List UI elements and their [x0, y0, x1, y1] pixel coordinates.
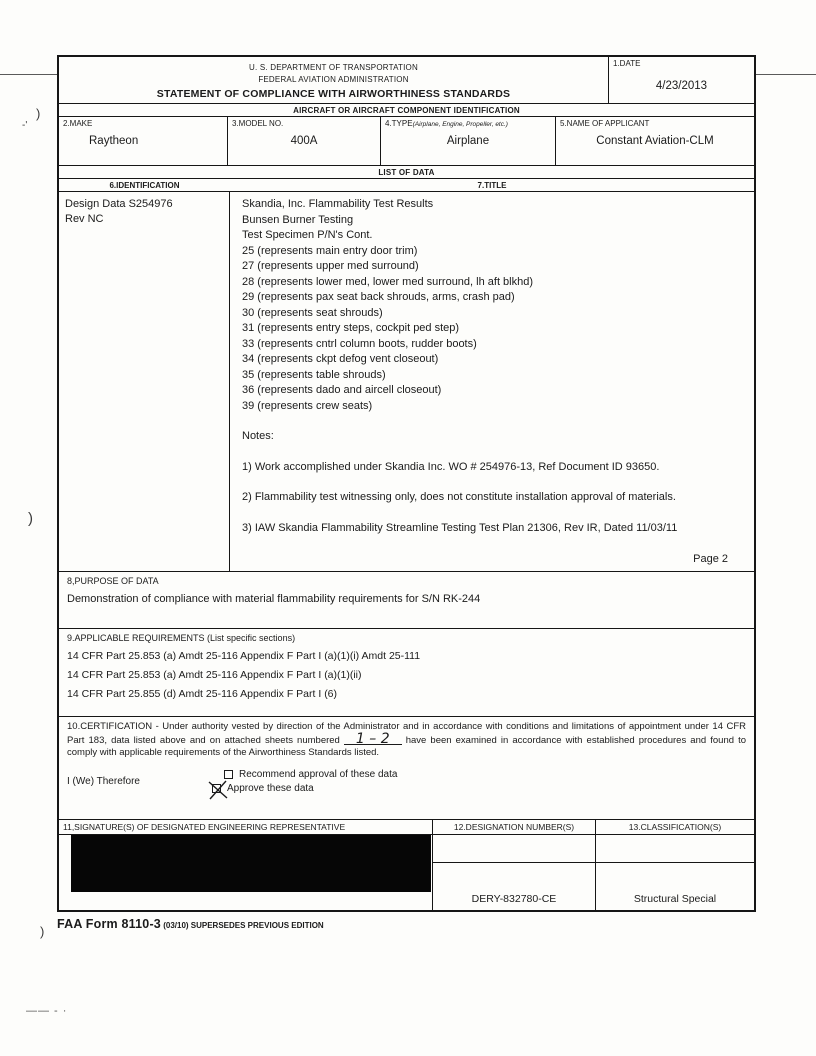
scan-artifact-line-left: [0, 74, 57, 75]
designation-value: DERY-832780-CE: [471, 893, 557, 905]
requirement-lines: [67, 650, 746, 700]
make-label: 2.MAKE: [63, 119, 93, 128]
classification-column-label: 13.CLASSIFICATION(S): [595, 820, 754, 834]
applicant-value: Constant Aviation-CLM: [596, 135, 714, 147]
identification-line: Design Data S254976: [65, 198, 173, 210]
title-line: Bunsen Burner Testing: [242, 213, 354, 226]
type-value: Airplane: [446, 135, 490, 147]
applicant-cell: [555, 117, 754, 165]
certification-text: [67, 721, 746, 760]
title-line: 39 (represents crew seats): [242, 399, 373, 412]
title-line: 25 (represents main entry door trim): [242, 244, 418, 257]
form-header: [59, 57, 754, 104]
title-line: 28 (represents lower med, lower med surround, lh aft blkhd): [242, 275, 534, 288]
sheets-numbered-value: 1 – 2: [344, 734, 402, 745]
requirement-line: 14 CFR Part 25.853 (a) Amdt 25-116 Appendix F Part I (a)(1)(ii): [67, 669, 362, 681]
redacted-signature: [71, 835, 431, 892]
title-line: 33 (represents cntrl column boots, rudder boots): [242, 337, 477, 350]
date-cell: [608, 57, 754, 103]
approve-data-option: [212, 783, 397, 794]
model-cell: [227, 117, 380, 165]
purpose-of-data-section: [59, 572, 754, 629]
certification-text-after: have been examined in accordance with established procedures and found to comply with applicable requirements of the Airworthiness Standards listed.: [67, 734, 747, 758]
purpose-content: Demonstration of compliance with material flammability requirements for S/N RK-244: [67, 593, 481, 605]
note-line: 2) Flammability test witnessing only, does not constitute installation approval of materials.: [242, 491, 676, 503]
form-number: FAA Form 8110-3: [57, 917, 161, 931]
certification-text-before: 10.CERTIFICATION - Under authority vested by direction of the Administrator and in accordance with conditions and limitations of appointment under 14 CFR Part 183, data listed above and on attached sheets numbered: [67, 721, 746, 746]
page-number: Page 2: [693, 553, 728, 565]
agency-name: FEDERAL AVIATION ADMINISTRATION: [258, 75, 409, 84]
title-line: 29 (represents pax seat back shrouds, arms, crash pad): [242, 291, 515, 303]
form-footer: [57, 917, 324, 931]
scan-artifact-tick: -': [22, 120, 28, 131]
title-line: 34 (represents ckpt defog vent closeout): [242, 353, 439, 365]
recommend-checkbox: [224, 770, 233, 779]
designation-column-label: 12.DESIGNATION NUMBER(S): [432, 820, 595, 834]
faa-form-8110-3: [57, 55, 756, 912]
therefore-row: [67, 766, 746, 794]
make-value: Raytheon: [89, 135, 139, 147]
certification-section: [59, 717, 754, 820]
note-line: 3) IAW Skandia Flammability Streamline Testing Test Plan 21306, Rev IR, Dated 11/03/11: [242, 521, 678, 534]
recommend-label: Recommend approval of these data: [239, 768, 398, 780]
date-label: 1.DATE: [613, 59, 641, 68]
identification-fields-row: [59, 117, 754, 166]
scan-artifact-paren: ): [28, 510, 33, 527]
requirement-line: 14 CFR Part 25.853 (a) Amdt 25-116 Appendix F Part I (a)(1)(i) Amdt 25-111: [67, 650, 421, 662]
title-cell: [230, 192, 754, 571]
title-line: Test Specimen P/N's Cont.: [242, 229, 373, 241]
model-value: 400A: [290, 135, 318, 147]
classification-cell: [595, 835, 754, 910]
identification-line: Rev NC: [65, 213, 104, 225]
designation-cell: [432, 835, 595, 910]
identification-cell: [59, 192, 230, 571]
aircraft-identification-band: AIRCRAFT OR AIRCRAFT COMPONENT IDENTIFICATION: [59, 104, 754, 117]
signature-cell: [59, 835, 432, 910]
title-line: 36 (represents dado and aircell closeout): [242, 384, 442, 396]
title-column-header: 7.TITLE: [477, 181, 507, 190]
scan-artifact-line-right: [756, 74, 816, 75]
approve-label: Approve these data: [227, 782, 314, 794]
designation-empty-cell: [433, 835, 595, 863]
date-value: 4/23/2013: [655, 80, 708, 92]
applicable-requirements-section: [59, 629, 754, 717]
title-lines: [242, 197, 742, 414]
classification-value: Structural Special: [633, 893, 717, 905]
signature-header-row: [59, 820, 754, 835]
title-line: 31 (represents entry steps, cockpit ped step): [242, 322, 460, 334]
list-of-data-band: LIST OF DATA: [59, 166, 754, 179]
therefore-label: I (We) Therefore: [67, 775, 140, 787]
recommend-approval-option: [224, 769, 397, 780]
signature-column-label: 11,SIGNATURE(S) OF DESIGNATED ENGINEERING REPRESENTATIVE: [63, 822, 346, 832]
title-line: 27 (represents upper med surround): [242, 260, 419, 272]
identification-lines: [65, 197, 223, 227]
type-label-paren: (Airplane, Engine, Propeller, etc.): [412, 121, 508, 128]
identification-column-header: 6.IDENTIFICATION: [109, 181, 180, 190]
signature-body-row: [59, 835, 754, 910]
make-cell: [59, 117, 227, 165]
notes-label: Notes:: [242, 430, 274, 442]
title-line: Skandia, Inc. Flammability Test Results: [242, 198, 434, 210]
form-edition-note: (03/10) SUPERSEDES PREVIOUS EDITION: [163, 921, 324, 930]
purpose-label: 8,PURPOSE OF DATA: [67, 576, 159, 586]
title-line: 35 (represents table shrouds): [242, 368, 386, 381]
note-line: 1) Work accomplished under Skandia Inc. WO # 254976-13, Ref Document ID 93650.: [242, 460, 660, 473]
notes-lines: [242, 460, 742, 537]
applicant-label: 5.NAME OF APPLICANT: [560, 119, 650, 128]
form-title: STATEMENT OF COMPLIANCE WITH AIRWORTHINESS STANDARDS: [156, 88, 511, 100]
scan-artifact-dashes: —— - ·: [26, 1005, 68, 1017]
department-name: U. S. DEPARTMENT OF TRANSPORTATION: [249, 63, 418, 72]
classification-empty-cell: [596, 835, 754, 863]
requirement-line: 14 CFR Part 25.855 (d) Amdt 25-116 Appendix F Part I (6): [67, 688, 338, 700]
scan-artifact-paren: ): [36, 106, 41, 121]
list-of-data-body: [59, 192, 754, 572]
scan-artifact-paren: ): [40, 924, 45, 939]
title-line: 30 (represents seat shrouds): [242, 306, 383, 319]
checkbox-x-mark: [207, 780, 229, 800]
approve-checkbox: [212, 784, 221, 793]
model-label: 3.MODEL NO.: [232, 119, 284, 128]
requirements-label: 9.APPLICABLE REQUIREMENTS (List specific sections): [67, 633, 296, 643]
list-column-headers: [59, 179, 754, 192]
type-label: 4.TYPE(Airplane, Engine, Propeller, etc.): [385, 119, 508, 128]
type-cell: [380, 117, 555, 165]
